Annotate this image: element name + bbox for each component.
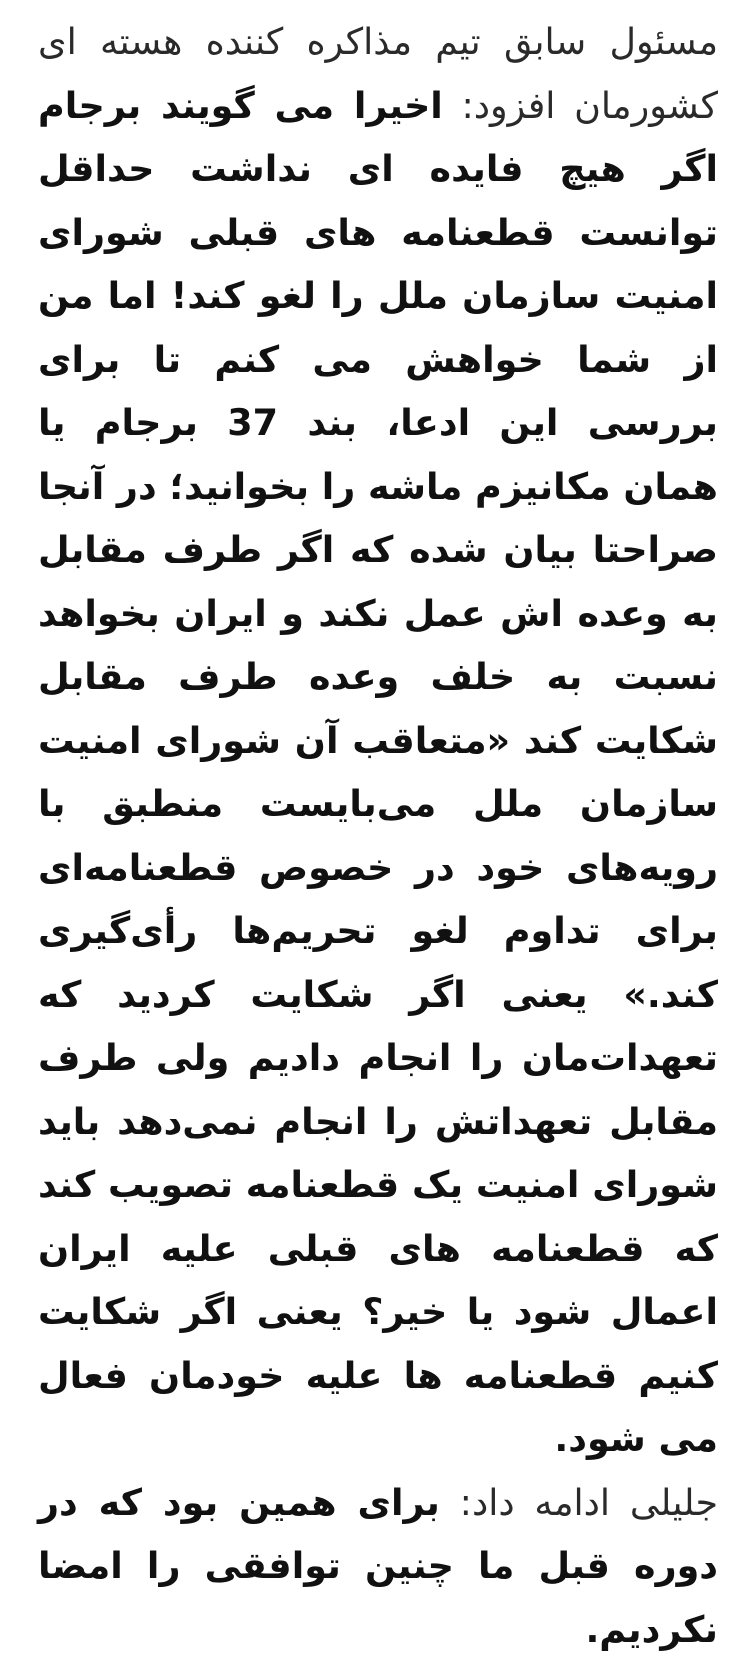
paragraph-1 <box>38 10 718 1471</box>
paragraph-1-intro: مسئول سابق تیم مذاکره کننده هسته ای کشورمان افزود: <box>38 20 718 127</box>
paragraph-1-quote: اخیرا می گویند برجام اگر هیچ فایده ای نداشت حداقل توانست قطعنامه های قبلی شورای امنیت سازمان ملل را لغو کند! اما من از شما خواهش می کنم تا برای بررسی این ادعا، بند 37 برجام یا همان مکانیزم ماشه را بخوانید؛ در آنجا صراحتا بیان شده که اگر طرف مقابل به وعده اش عمل نکند و ایران بخواهد نسبت به خلف وعده طرف مقابل شکایت کند «متعاقب آن شورای امنیت سازمان ملل می‌بایست منطبق با رویه‌های خود در خصوص قطعنامه‌ای برای تداوم لغو تحریم‌ها رأی‌گیری کند.» یعنی اگر شکایت کردید که تعهدات‌مان را انجام دادیم ولی طرف مقابل تعهداتش را انجام نمی‌دهد باید شورای امنیت یک قطعنامه تصویب کند که قطعنامه های قبلی علیه ایران اعمال شود یا خیر؟ یعنی اگر شکایت کنیم قطعنامه ها علیه خودمان فعال می شود. <box>38 84 718 1461</box>
paragraph-2 <box>38 1471 718 1661</box>
article-body <box>38 10 718 1661</box>
paragraph-2-quote: برای همین بود که در دوره قبل ما چنین توافقی را امضا نکردیم. <box>38 1481 718 1651</box>
paragraph-2-intro: جلیلی ادامه داد: <box>440 1481 718 1524</box>
